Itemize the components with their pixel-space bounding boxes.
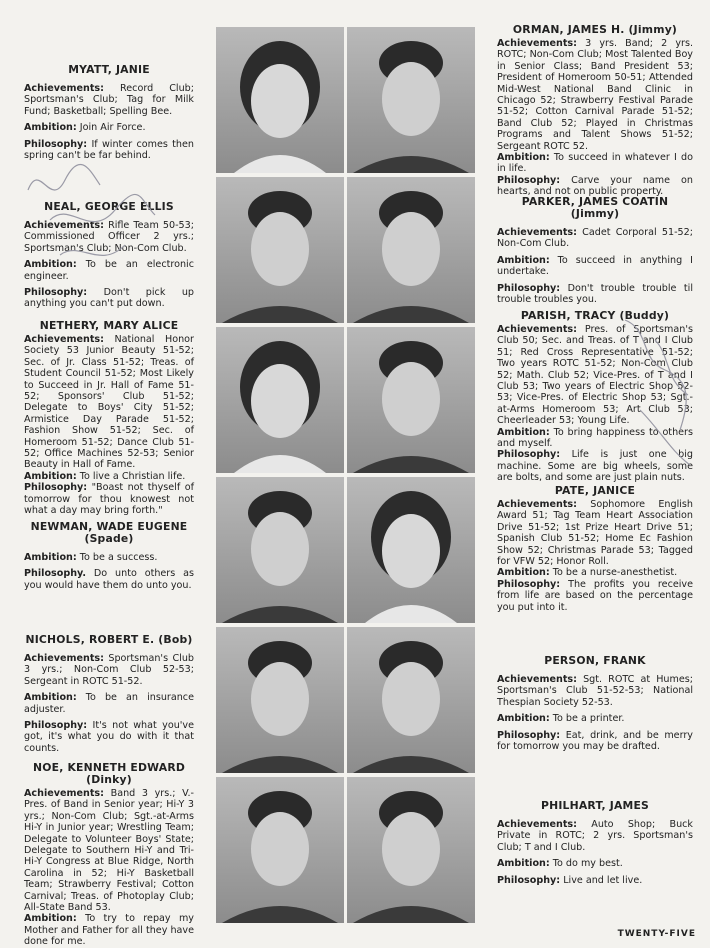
- ambition-label: Ambition:: [497, 152, 550, 164]
- photo-newman-wade: [216, 477, 344, 623]
- philosophy-text: Carve your name on hearts, and not on public property.: [497, 174, 693, 198]
- philosophy-text: Live and let live.: [563, 874, 643, 886]
- achievements-label: Achievements:: [497, 819, 577, 830]
- student-name: NETHERY, MARY ALICE: [39, 319, 179, 332]
- student-name: PARISH, TRACY (Buddy): [520, 309, 670, 322]
- achievements-text: Rifle Team 50-53; Commissioned Officer 2 yrs.; Sportsman's Club; Non-Com Club.: [24, 220, 194, 254]
- philosophy-label: Philosophy:: [24, 720, 88, 732]
- student-entry-orman: [497, 24, 693, 198]
- philosophy-label: Philosophy:: [497, 578, 561, 590]
- ambition-text: To be an insurance adjuster.: [24, 692, 194, 715]
- student-name: PHILHART, JAMES: [540, 799, 650, 812]
- handwritten-signature-left: [20, 150, 170, 280]
- achievements-text: Cadet Corporal 51-52; Non-Com Club.: [497, 227, 693, 250]
- photo-parker-james: [347, 177, 475, 323]
- ambition-text: Join Air Force.: [79, 122, 146, 134]
- photo-myatt-janie: [216, 27, 344, 173]
- achievements-label: Achievements:: [24, 220, 104, 231]
- photo-nichols-robert: [216, 627, 344, 773]
- achievements-label: Achievements:: [497, 499, 577, 510]
- student-name: PERSON, FRANK: [544, 654, 646, 667]
- achievements-text: Band 3 yrs.; V.-Pres. of Band in Senior year; Hi-Y 3 yrs.; Non-Com Club; Sgt.-at-Arms Hi-Y in Junior year; Wrestling Team; Delegate to Volunteer Boys' State; Delegate to Southern Hi-Y and Tri-Hi-Y Congress at Blue Ridge, North Carolina in 52; Hi-Y Basketball Team; Strawberry Festival; Cotton Carnival; Treas. of Photoplay Club; All-State Band 53.: [24, 788, 194, 914]
- photo-philhart-james: [347, 777, 475, 923]
- philosophy-text: It's not what you've got, it's what you do with it that counts.: [24, 720, 194, 754]
- photo-nethery-mary: [216, 327, 344, 473]
- ambition-label: Ambition:: [497, 713, 550, 725]
- ambition-text: To bring happiness to others and myself.: [497, 426, 693, 450]
- student-entry-nethery: [24, 320, 194, 517]
- achievements-label: Achievements:: [24, 83, 104, 94]
- student-nickname: (Spade): [84, 532, 134, 545]
- ambition-text: To be a nurse-anesthetist.: [552, 567, 678, 579]
- philosophy-text: Do unto others as you would have them do unto you.: [24, 568, 194, 591]
- philosophy-label: Philosophy:: [497, 729, 561, 741]
- ambition-text: To do my best.: [552, 858, 623, 870]
- achievements-text: 3 yrs. Band; 2 yrs. ROTC; Non-Com Club; Most Talented Boy in Senior Class; Band President 53; President of Homeroom 50-51; Attended Mid-West National Band Clinic in Chicago 52; Strawberry Festival Parade 51-52; Cotton Carnival Parade 51-52; Band Club 52; Played in Christmas Programs and Talent Shows 51-52; Sergeant ROTC 52.: [497, 38, 693, 152]
- student-name: [497, 196, 693, 220]
- ambition-label: Ambition:: [497, 858, 550, 870]
- ambition-text: To succeed in whatever I do in life.: [497, 152, 693, 175]
- student-name-text: NOE, KENNETH EDWARD: [33, 761, 185, 774]
- philosophy-label: Philosophy:: [24, 482, 88, 494]
- student-entry-nichols: [24, 634, 194, 759]
- student-name: NICHOLS, ROBERT E. (Bob): [25, 633, 193, 646]
- handwritten-signature-right: [610, 300, 705, 480]
- achievements-label: Achievements:: [24, 653, 104, 664]
- student-name: [24, 521, 194, 545]
- student-name-text: PARKER, JAMES COATIN: [521, 195, 669, 208]
- student-entry-philhart: [497, 800, 693, 891]
- student-name-text: NEWMAN, WADE EUGENE: [30, 520, 188, 533]
- photo-noe-kenneth: [216, 777, 344, 923]
- ambition-label: Ambition:: [497, 254, 550, 266]
- achievements-text: Pres. of Sportsman's Club 50; Sec. and Treas. of T and I Club 51; Red Cross Representative 51-52; Two years ROTC 51-52; Non-Com Club 52; Math. Club 52; Vice-Pres. of T and I Club 53; Two years of Electric Shop 52-53; Vice-Pres. of Electric Shop 53; Sgt.-at-Arms Homeroom 53; Art Club 53; Cheerleader 53; Young Life.: [497, 324, 693, 427]
- philosophy-label: Philosophy.: [24, 568, 87, 580]
- achievements-text: National Honor Society 53 Junior Beauty 51-52; Sec. of Jr. Class 51-52; Treas. of Student Council 51-52; Most Likely to Succeed in Jr. Hall of Fame 51-52; Sponsors' Club 51-52; Delegate to Boys' City 51-52; Armistice Day Parade 51-52; Fashion Show 51-52; Sec. of Homeroom 51-52; Dance Club 51-52; Office Machines 52-53; Senior Beauty in Hall of Fame.: [24, 334, 194, 471]
- achievements-label: Achievements:: [497, 227, 577, 238]
- achievements-text: Auto Shop; Buck Private in ROTC; 2 yrs. Sportsman's Club; T and I Club.: [497, 819, 693, 853]
- ambition-label: Ambition:: [24, 552, 77, 563]
- ambition-text: To be a success.: [79, 552, 158, 563]
- ambition-label: Ambition:: [497, 426, 550, 438]
- achievements-text: Record Club; Sportsman's Club; Tag for Milk Fund; Basketball; Spelling Bee.: [24, 83, 194, 117]
- achievements-text: Sophomore English Award 51; Tag Team Heart Association Drive 51-52; 1st Prize Heart Drive 51; Spanish Club 51-52; Home Ec Fashion Show 52; Christmas Parade 53; Tagged for VFW 52; Honor Roll.: [497, 499, 693, 568]
- ambition-label: Ambition:: [497, 567, 550, 579]
- ambition-text: To live a Christian life.: [79, 470, 186, 482]
- achievements-label: Achievements:: [497, 674, 577, 685]
- philosophy-text: "Boast not thyself of tomorrow for thou knowest not what a day may bring forth.": [24, 482, 194, 517]
- ambition-text: To be an electronic engineer.: [24, 259, 194, 282]
- student-name: [24, 762, 194, 786]
- student-entry-newman: [24, 521, 194, 596]
- achievements-label: Achievements:: [497, 38, 577, 49]
- page-number: TWENTY-FIVE: [617, 929, 696, 939]
- student-name: PATE, JANICE: [554, 484, 636, 497]
- student-nickname: (Dinky): [86, 773, 132, 786]
- student-name: ORMAN, JAMES H. (Jimmy): [512, 23, 678, 36]
- ambition-text: To be a printer.: [552, 713, 625, 725]
- philosophy-label: Philosophy:: [497, 874, 561, 886]
- ambition-label: Ambition:: [24, 913, 77, 925]
- achievements-label: Achievements:: [24, 334, 104, 345]
- ambition-label: Ambition:: [24, 692, 77, 704]
- philosophy-text: If winter comes then spring can't be far behind.: [24, 138, 194, 162]
- student-entry-person: [497, 655, 693, 757]
- photo-parish-tracy: [347, 327, 475, 473]
- ambition-text: To try to repay my Mother and Father for all they have done for me.: [24, 913, 194, 948]
- philosophy-label: Philosophy:: [24, 287, 88, 299]
- photo-pate-janice: [347, 477, 475, 623]
- photo-orman-james: [347, 27, 475, 173]
- photo-neal-george: [216, 177, 344, 323]
- philosophy-text: Life is just one big machine. Some are big wheels, some are bolts, and some are just plain nuts.: [497, 449, 693, 484]
- achievements-text: Sportsman's Club 3 yrs.; Non-Com Club 52-53; Sergeant in ROTC 51-52.: [24, 653, 194, 687]
- student-entry-pate: [497, 485, 693, 613]
- philosophy-label: Philosophy:: [24, 138, 88, 150]
- student-nickname: (Jimmy): [570, 207, 620, 220]
- ambition-label: Ambition:: [24, 122, 77, 134]
- philosophy-label: Philosophy:: [497, 449, 561, 461]
- student-name: NEAL, GEORGE ELLIS: [44, 200, 174, 213]
- achievements-text: Sgt. ROTC at Humes; Sportsman's Club 51-52-53; National Thespian Society 52-53.: [497, 674, 693, 708]
- philosophy-label: Philosophy:: [497, 282, 561, 294]
- student-name: MYATT, JANIE: [68, 63, 150, 76]
- ambition-label: Ambition:: [24, 259, 77, 271]
- photo-person-frank: [347, 627, 475, 773]
- philosophy-text: Eat, drink, and be merry for tomorrow you may be drafted.: [497, 729, 693, 753]
- philosophy-text: Don't trouble trouble til trouble troubles you.: [497, 282, 693, 306]
- student-entry-parker: [497, 196, 693, 310]
- philosophy-label: Philosophy:: [497, 174, 561, 186]
- ambition-text: To succeed in anything I undertake.: [497, 254, 693, 278]
- philosophy-text: The profits you receive from life are based on the percentage you put into it.: [497, 578, 693, 613]
- ambition-label: Ambition:: [24, 470, 77, 482]
- achievements-label: Achievements:: [497, 324, 577, 335]
- achievements-label: Achievements:: [24, 788, 104, 799]
- philosophy-text: Don't pick up anything you can't put down.: [24, 287, 194, 310]
- student-entry-noe: [24, 762, 194, 948]
